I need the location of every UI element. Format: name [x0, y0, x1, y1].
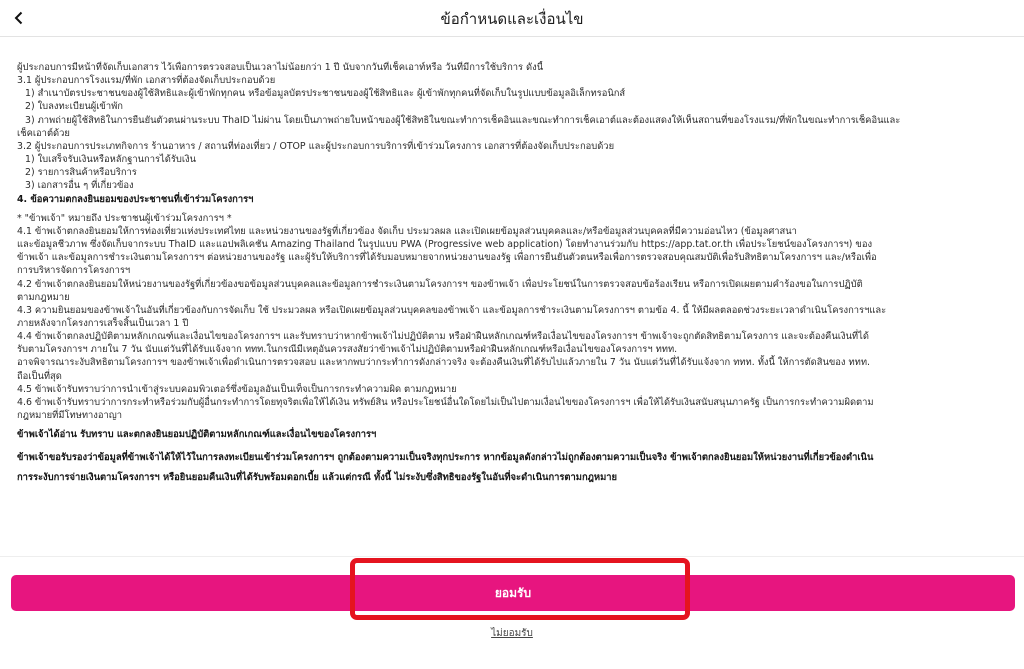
certification-statement: การระงับการจ่ายเงินตามโครงการฯ หรือยินยอมคืนเงินที่ได้รับพร้อมดอกเบี้ย แล้วแต่กรณี ทั้งนี้ ไม่ระงับซึ่งสิทธิของรัฐในอันที่จะดำเนินการตามกฎหมาย — [17, 471, 618, 483]
page-title: ข้อกำหนดและเงื่อนไข — [440, 10, 584, 28]
terms-line: เช็คเอาต์ด้วย — [17, 127, 70, 139]
terms-line: 2) ใบลงทะเบียนผู้เข้าพัก — [25, 101, 123, 113]
terms-line: 3.2 ผู้ประกอบการประเภทกิจการ ร้านอาหาร / สถานที่ท่องเที่ยว / OTOP และผู้ประกอบการบริการที่เข้าร่วมโครงการ เอกสารที่ต้องจัดเก็บประกอบด้วย — [17, 140, 615, 152]
accept-button[interactable]: ยอมรับ — [11, 575, 1015, 611]
terms-line: 4.6 ข้าพเจ้ารับทราบว่าการกระทำหรือร่วมกับผู้อื่นกระทำการโดยทุจริตเพื่อให้ได้เงิน ทรัพย์สิน หรือประโยชน์อื่นใดโดยไม่เป็นไปตามเงื่อนไขของโครงการฯ เพื่อให้ได้รับเงินสนับสนุนภาครัฐ เป็นการกระทำความผิดตาม — [17, 396, 874, 408]
terms-line: ผู้ประกอบการมีหน้าที่จัดเก็บเอกสาร ไว้เพื่อการตรวจสอบเป็นเวลาไม่น้อยกว่า 1 ปี นับจากวันที่เช็คเอาท์หรือ วันที่มีการใช้บริการ ดังนี้ — [17, 62, 544, 73]
terms-line: 1) สำเนาบัตรประชาชนของผู้ใช้สิทธิและผู้เข้าพักทุกคน หรือข้อมูลบัตรประชาชนของผู้ใช้สิทธิและ ผู้เข้าพักทุกคนที่จัดเก็บในรูปแบบข้อมูลอิเล็กทรอนิกส์ — [25, 88, 626, 100]
terms-line: * "ข้าพเจ้า" หมายถึง ประชาชนผู้เข้าร่วมโครงการฯ * — [17, 212, 232, 224]
terms-line: กฎหมายที่มีโทษทางอาญา — [17, 410, 123, 422]
terms-line: 3) เอกสารอื่น ๆ ที่เกี่ยวข้อง — [25, 180, 134, 192]
certification-statement: ข้าพเจ้าขอรับรองว่าข้อมูลที่ข้าพเจ้าได้ให้ไว้ในการลงทะเบียนเข้าร่วมโครงการฯ ถูกต้องตามความเป็นจริงทุกประการ หากข้อมูลดังกล่าวไม่ถูกต้องตามความเป็นจริง ข้าพเจ้าตกลงยินยอมให้หน่วยงานที่เกี่ยวข้องดำเนิน — [17, 452, 874, 464]
terms-line: 3.1 ผู้ประกอบการโรงแรม/ที่พัก เอกสารที่ต้องจัดเก็บประกอบด้วย — [17, 75, 276, 87]
terms-line: อาจพิจารณาระงับสิทธิตามโครงการฯ ของข้าพเจ้าเพื่อดำเนินการตรวจสอบ และหากพบว่ากระทำการดังกล่าวจริง จะต้องคืนเงินที่ได้รับไปแล้วภายใน 7 วัน นับแต่วันที่ได้รับแจ้งจาก ททท. ทั้งนี้ ให้การตัดสินของ ททท. — [17, 357, 870, 369]
terms-line: 4.3 ความยินยอมของข้าพเจ้าในอันที่เกี่ยวข้องกับการจัดเก็บ ใช้ ประมวลผล หรือเปิดเผยข้อมูลส่วนบุคคลของข้าพเจ้า และข้อมูลการชำระเงินตามโครงการฯ ตามข้อ 4. นี้ ให้มีผลตลอดช่วงระยะเวลาดำเนินโครงการฯและ — [17, 304, 887, 316]
terms-line: 2) รายการสินค้าหรือบริการ — [25, 167, 137, 179]
agreement-statement: ข้าพเจ้าได้อ่าน รับทราบ และตกลงยินยอมปฏิบัติตามหลักเกณฑ์และเงื่อนไขของโครงการฯ — [17, 429, 377, 441]
terms-line: 3) ภาพถ่ายผู้ใช้สิทธิในการยืนยันตัวตนผ่านระบบ ThaID ไม่ผ่าน โดยเป็นภาพถ่ายใบหน้าของผู้ใช้สิทธิในขณะทำการเช็คอินและขณะทำการเช็คเอาต์และต้องแสดงให้เห็นสถานที่ของโรงแรม/ที่พักในขณะทำการเช็คอินและ — [25, 114, 901, 126]
section-heading: 4. ข้อความตกลงยินยอมของประชาชนที่เข้าร่วมโครงการฯ — [17, 193, 254, 205]
terms-line: การบริหารจัดการโครงการฯ — [17, 265, 131, 277]
terms-line: ภายหลังจากโครงการเสร็จสิ้นเป็นเวลา 1 ปี — [17, 317, 189, 329]
terms-line: ข้าพเจ้า และข้อมูลการชำระเงินตามโครงการฯ ต่อหน่วยงานของรัฐ และผู้รับให้บริการที่ได้รับมอบหมายจากหน่วยงานของรัฐ เพื่อการยืนยันตัวตนหรือเพื่อการตรวจสอบคุณสมบัติเพื่อรับสิทธิตามโครงการฯ และ/หรือเพื่อ — [17, 252, 877, 264]
decline-link[interactable]: ไม่ยอมรับ — [491, 628, 533, 639]
terms-line: 4.1 ข้าพเจ้าตกลงยินยอมให้การท่องเที่ยวแห่งประเทศไทย และหน่วยงานของรัฐที่เกี่ยวข้อง จัดเก็บ ประมวลผล และเปิดเผยข้อมูลส่วนบุคคลและ/หรือข้อมูลส่วนบุคคลที่มีความอ่อนไหว (ข้อมูลศาสนา — [17, 225, 797, 237]
terms-line: ตามกฎหมาย — [17, 291, 70, 303]
terms-line: 4.2 ข้าพเจ้าตกลงยินยอมให้หน่วยงานของรัฐที่เกี่ยวข้องขอข้อมูลส่วนบุคคลและข้อมูลการชำระเงินตามโครงการฯ ของข้าพเจ้า เพื่อประโยชน์ในการตรวจสอบข้อร้องเรียน หรือการเปิดเผยตามคำร้องขอในการปฏิบัติ — [17, 278, 863, 290]
footer-divider — [0, 556, 1024, 557]
terms-line: รับตามโครงการฯ ภายใน 7 วัน นับแต่วันที่ได้รับแจ้งจาก ททท.ในกรณีมีเหตุอันควรสงสัยว่าข้าพเจ้าไม่ปฏิบัติตามหรือฝ่าฝืนหลักเกณฑ์หรือเงื่อนไขของโครงการฯ ททท. — [17, 344, 678, 356]
terms-line: 4.4 ข้าพเจ้าตกลงปฏิบัติตามหลักเกณฑ์และเงื่อนไขของโครงการฯ และรับทราบว่าหากข้าพเจ้าไม่ปฏิบัติตาม หรือฝ่าฝืนหลักเกณฑ์หรือเงื่อนไขของโครงการฯ ข้าพเจ้าจะถูกตัดสิทธิตามโครงการ และจะต้องคืนเงินที่ได้ — [17, 331, 869, 343]
terms-line: 4.5 ข้าพเจ้ารับทราบว่าการนำเข้าสู่ระบบคอมพิวเตอร์ซึ่งข้อมูลอันเป็นเท็จเป็นการกระทำความผิด ตามกฎหมาย — [17, 383, 457, 395]
terms-line: และข้อมูลชีวภาพ ซึ่งจัดเก็บจากระบบ ThaID และแอปพลิเคชัน Amazing Thailand ในรูปแบบ PWA (Progressive web application) โดยทำงานร่วมกับ https://app.tat.or.th เพื่อประโยชน์ของโครงการฯ) ของ — [17, 239, 873, 251]
terms-content[interactable] — [17, 61, 1023, 539]
header-bar — [0, 0, 1024, 37]
terms-line: ถือเป็นที่สุด — [17, 370, 62, 382]
terms-line: 1) ใบเสร็จรับเงินหรือหลักฐานการได้รับเงิน — [25, 154, 197, 166]
